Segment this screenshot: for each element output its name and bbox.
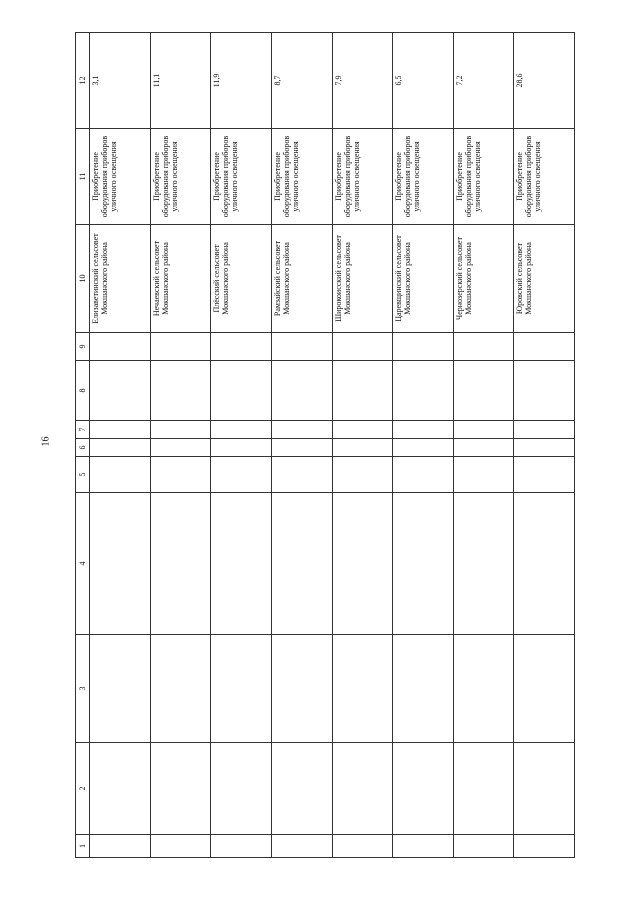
table-row — [90, 33, 151, 858]
cell-col2 — [271, 743, 332, 835]
cell-col4 — [393, 493, 454, 635]
cell-col2 — [514, 743, 575, 835]
table-row — [514, 33, 575, 858]
cell-col2 — [211, 743, 272, 835]
cell-col1 — [150, 835, 211, 858]
header-row — [76, 33, 90, 858]
cell-col3 — [393, 635, 454, 743]
table-row — [393, 33, 454, 858]
header-cell: 5 — [76, 457, 90, 493]
cell-col5 — [332, 457, 393, 493]
cell-col3 — [90, 635, 151, 743]
cell-col4 — [90, 493, 151, 635]
cell-col3 — [271, 635, 332, 743]
cell-col1 — [90, 835, 151, 858]
cell-col7 — [453, 421, 514, 439]
settlement-cell: Плёсский сельсовет Мокшанского района — [211, 225, 272, 333]
cell-col8 — [150, 361, 211, 421]
cell-col1 — [453, 835, 514, 858]
cell-col5 — [393, 457, 454, 493]
rotated-table-container — [75, 33, 575, 858]
settlement-cell: Широкоисский сельсовет Мокшанского района — [332, 225, 393, 333]
header-cell: 6 — [76, 439, 90, 457]
amount-cell: 11,1 — [150, 33, 211, 129]
cell-col1 — [332, 835, 393, 858]
amount-cell: 11,9 — [211, 33, 272, 129]
settlement-cell: Царевщинский сельсовет Мокшанского района — [393, 225, 454, 333]
page-number: 16 — [40, 436, 52, 447]
header-cell: 12 — [76, 33, 90, 129]
investment-table — [75, 32, 575, 858]
cell-col8 — [271, 361, 332, 421]
cell-col9 — [211, 333, 272, 361]
cell-col1 — [393, 835, 454, 858]
settlement-cell: Юровский сельсовет Мокшанского района — [514, 225, 575, 333]
cell-col3 — [453, 635, 514, 743]
table-row — [453, 33, 514, 858]
cell-col6 — [393, 439, 454, 457]
cell-col5 — [211, 457, 272, 493]
cell-col7 — [332, 421, 393, 439]
cell-col2 — [453, 743, 514, 835]
header-cell: 7 — [76, 421, 90, 439]
cell-col2 — [393, 743, 454, 835]
cell-col9 — [453, 333, 514, 361]
cell-col6 — [90, 439, 151, 457]
cell-col7 — [150, 421, 211, 439]
cell-col5 — [453, 457, 514, 493]
cell-col4 — [453, 493, 514, 635]
header-cell: 3 — [76, 635, 90, 743]
table-row — [211, 33, 272, 858]
table-row — [150, 33, 211, 858]
cell-col5 — [271, 457, 332, 493]
cell-col7 — [211, 421, 272, 439]
header-cell: 10 — [76, 225, 90, 333]
cell-col1 — [271, 835, 332, 858]
purpose-cell: Приобретение оборудования приборов уличного освещения — [332, 129, 393, 225]
cell-col2 — [90, 743, 151, 835]
cell-col4 — [514, 493, 575, 635]
header-cell: 1 — [76, 835, 90, 858]
cell-col8 — [332, 361, 393, 421]
cell-col6 — [514, 439, 575, 457]
header-cell: 8 — [76, 361, 90, 421]
cell-col3 — [150, 635, 211, 743]
cell-col1 — [211, 835, 272, 858]
purpose-cell: Приобретение оборудования приборов уличного освещения — [211, 129, 272, 225]
cell-col4 — [332, 493, 393, 635]
cell-col6 — [150, 439, 211, 457]
table-row — [332, 33, 393, 858]
settlement-cell: Нечаевский сельсовет Мокшанского района — [150, 225, 211, 333]
purpose-cell: Приобретение оборудования приборов уличного освещения — [514, 129, 575, 225]
cell-col9 — [150, 333, 211, 361]
cell-col9 — [332, 333, 393, 361]
cell-col9 — [271, 333, 332, 361]
cell-col5 — [514, 457, 575, 493]
cell-col7 — [514, 421, 575, 439]
cell-col1 — [514, 835, 575, 858]
cell-col8 — [90, 361, 151, 421]
amount-cell: 8,7 — [271, 33, 332, 129]
cell-col6 — [211, 439, 272, 457]
amount-cell: 28,6 — [514, 33, 575, 129]
settlement-cell: Рамзайский сельсовет Мокшанского района — [271, 225, 332, 333]
purpose-cell: Приобретение оборудования приборов уличного освещения — [453, 129, 514, 225]
cell-col8 — [453, 361, 514, 421]
cell-col3 — [211, 635, 272, 743]
cell-col2 — [332, 743, 393, 835]
cell-col4 — [211, 493, 272, 635]
header-cell: 2 — [76, 743, 90, 835]
settlement-cell: Елизаветинский сельсовет Мокшанского района — [90, 225, 151, 333]
cell-col7 — [393, 421, 454, 439]
amount-cell: 3,1 — [90, 33, 151, 129]
cell-col7 — [90, 421, 151, 439]
cell-col3 — [332, 635, 393, 743]
cell-col8 — [514, 361, 575, 421]
cell-col8 — [393, 361, 454, 421]
amount-cell: 6,5 — [393, 33, 454, 129]
settlement-cell: Чернозерский сельсовет Мокшанского района — [453, 225, 514, 333]
cell-col8 — [211, 361, 272, 421]
cell-col5 — [150, 457, 211, 493]
header-cell: 4 — [76, 493, 90, 635]
header-cell: 9 — [76, 333, 90, 361]
purpose-cell: Приобретение оборудования приборов уличного освещения — [90, 129, 151, 225]
cell-col9 — [90, 333, 151, 361]
cell-col2 — [150, 743, 211, 835]
amount-cell: 7,9 — [332, 33, 393, 129]
table-row — [271, 33, 332, 858]
cell-col6 — [271, 439, 332, 457]
cell-col4 — [271, 493, 332, 635]
cell-col6 — [453, 439, 514, 457]
purpose-cell: Приобретение оборудования приборов уличного освещения — [271, 129, 332, 225]
cell-col6 — [332, 439, 393, 457]
cell-col4 — [150, 493, 211, 635]
cell-col9 — [514, 333, 575, 361]
header-cell: 11 — [76, 129, 90, 225]
cell-col5 — [90, 457, 151, 493]
purpose-cell: Приобретение оборудования приборов уличного освещения — [150, 129, 211, 225]
cell-col7 — [271, 421, 332, 439]
cell-col9 — [393, 333, 454, 361]
amount-cell: 7,2 — [453, 33, 514, 129]
purpose-cell: Приобретение оборудования приборов уличного освещения — [393, 129, 454, 225]
cell-col3 — [514, 635, 575, 743]
